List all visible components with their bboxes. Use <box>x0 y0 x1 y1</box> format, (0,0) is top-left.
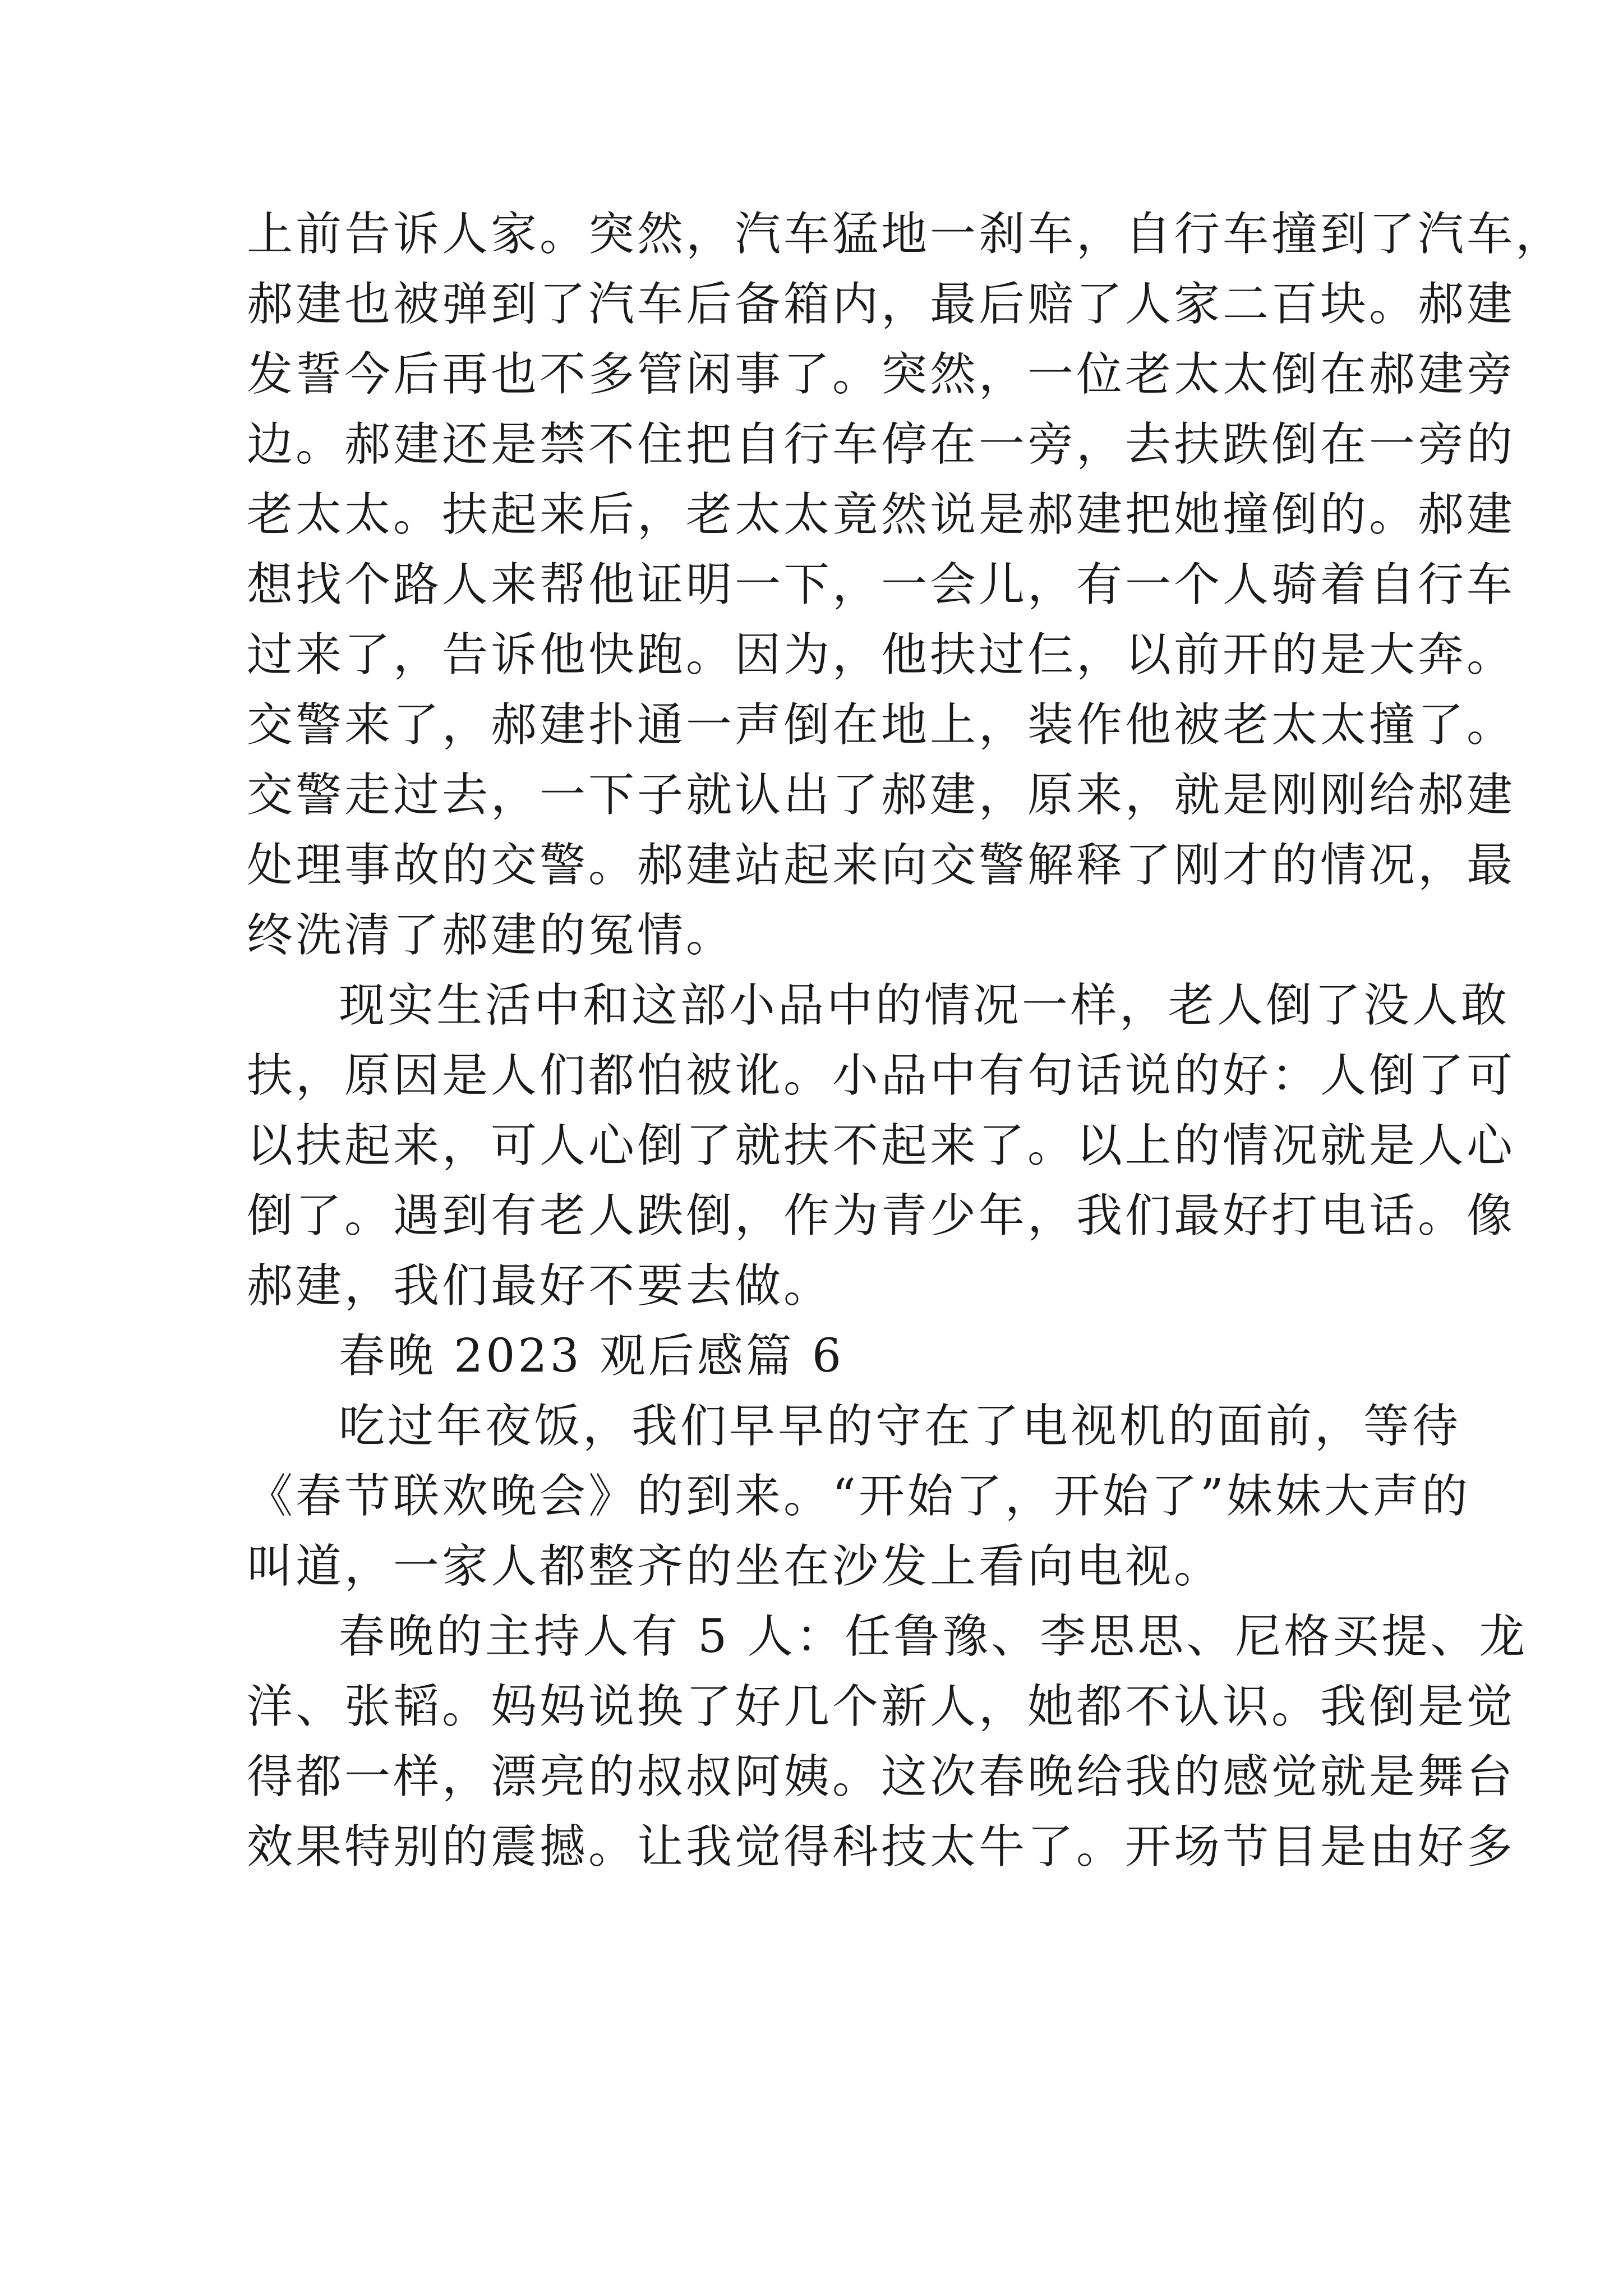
text-line: 交警走过去，一下子就认出了郝建，原来，就是刚刚给郝建 <box>247 769 1516 822</box>
text-line: 得都一样，漂亮的叔叔阿姨。这次春晚给我的感觉就是舞台 <box>247 1750 1516 1803</box>
text-line: 郝建，我们最好不要去做。 <box>247 1259 833 1313</box>
text-line: 洋、张韬。妈妈说换了好几个新人，她都不认识。我倒是觉 <box>247 1680 1516 1733</box>
text-line: 倒了。遇到有老人跌倒，作为青少年，我们最好打电话。像 <box>247 1189 1516 1243</box>
text-line: 现实生活中和这部小品中的情况一样，老人倒了没人敢 <box>339 979 1510 1032</box>
text-line: 发誓今后再也不多管闲事了。突然，一位老太太倒在郝建旁 <box>247 348 1516 401</box>
text-line: 过来了，告诉他快跑。因为，他扶过仨，以前开的是大奔。 <box>247 628 1516 682</box>
text-line: 以扶起来，可人心倒了就扶不起来了。以上的情况就是人心 <box>247 1119 1516 1172</box>
text-line: 扶，原因是人们都怕被讹。小品中有句话说的好：人倒了可 <box>247 1049 1516 1102</box>
text-line: 老太太。扶起来后，老太太竟然说是郝建把她撞倒的。郝建 <box>247 488 1516 541</box>
text-line: 吃过年夜饭，我们早早的守在了电视机的面前，等待 <box>339 1400 1461 1453</box>
body-text <box>247 199 1565 1882</box>
text-line: 边。郝建还是禁不住把自行车停在一旁，去扶跌倒在一旁的 <box>247 418 1516 471</box>
text-line: 交警来了，郝建扑通一声倒在地上，装作他被老太太撞了。 <box>247 698 1516 752</box>
text-line: 郝建也被弹到了汽车后备箱内，最后赔了人家二百块。郝建 <box>247 278 1516 331</box>
text-line: 效果特别的震撼。让我觉得科技太牛了。开场节目是由好多 <box>247 1820 1516 1874</box>
text-line: 上前告诉人家。突然，汽车猛地一刹车，自行车撞到了汽车， <box>247 208 1565 261</box>
section-heading: 春晚 2023 观后感篇 6 <box>339 1329 845 1383</box>
text-line: 终洗清了郝建的冤情。 <box>247 909 735 962</box>
text-line: 叫道，一家人都整齐的坐在沙发上看向电视。 <box>247 1540 1223 1593</box>
text-line: 想找个路人来帮他证明一下，一会儿，有一个人骑着自行车 <box>247 558 1516 611</box>
text-line: 春晚的主持人有 5 人：任鲁豫、李思思、尼格买提、龙 <box>339 1610 1528 1663</box>
text-line: 处理事故的交警。郝建站起来向交警解释了刚才的情况，最 <box>247 839 1516 892</box>
text-line: 《春节联欢晚会》的到来。“开始了，开始了”妹妹大声的 <box>247 1470 1470 1523</box>
